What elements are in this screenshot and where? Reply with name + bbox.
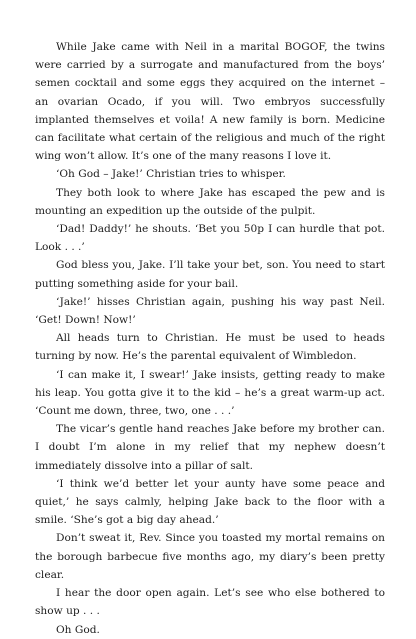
paragraph-9: The vicar’s gentle hand reaches Jake before my brother can. I doubt I’m alone in my relief that my nephew doesn’t immediately dissolve into a pillar of salt. <box>35 423 385 472</box>
paragraph-6: ‘Jake!’ hisses Christian again, pushing his way past Neil. ‘Get! Down! Now!’ <box>35 295 385 327</box>
paragraph-8: ‘I can make it, I swear!’ Jake insists, getting ready to make his leap. You gotta give it to the kid – he’s a great warm-up act. ‘Count me down, three, two, one . . .’ <box>35 368 385 418</box>
paragraph-11: Don’t sweat it, Rev. Since you toasted my mortal remains on the borough barbecue five months ago, my diary’s been pretty clear. <box>35 532 385 581</box>
paragraph-3: They both look to where Jake has escaped the pew and is mounting an expedition up the outside of the pulpit. <box>35 186 385 217</box>
paragraph-10: ‘I think we’d better let your aunty have some peace and quiet,’ he says calmly, helping Jake back to the floor with a smile. ‘She’s got a big day ahead.’ <box>35 477 385 527</box>
paragraph-1: While Jake came with Neil in a marital BOGOF, the twins were carried by a surrogate and manufactured from the boys’ semen cocktail and some eggs they acquired on the internet – an ovarian Ocado, if you will. Two embryos successfully implanted themselves et voila! A new family is born. Medicine can facilitate what certain of the religious and much of the right wing won’t allow. It’s one of the many reasons I love it. <box>35 41 385 163</box>
paragraph-4: ‘Dad! Daddy!’ he shouts. ‘Bet you 50p I can hurdle that pot. Look . . .’ <box>35 223 385 254</box>
paragraph-12: I hear the door open again. Let’s see who else bothered to show up . . . <box>35 587 385 618</box>
paragraph-5: God bless you, Jake. I’ll take your bet, son. You need to start putting something aside for your bail. <box>35 259 385 290</box>
book-page <box>35 38 385 639</box>
paragraph-2: ‘Oh God – Jake!’ Christian tries to whisper. <box>56 168 286 181</box>
paragraph-13: Oh God. <box>56 623 100 636</box>
paragraph-7: All heads turn to Christian. He must be used to heads turning by now. He’s the parental equivalent of Wimbledon. <box>35 332 385 363</box>
